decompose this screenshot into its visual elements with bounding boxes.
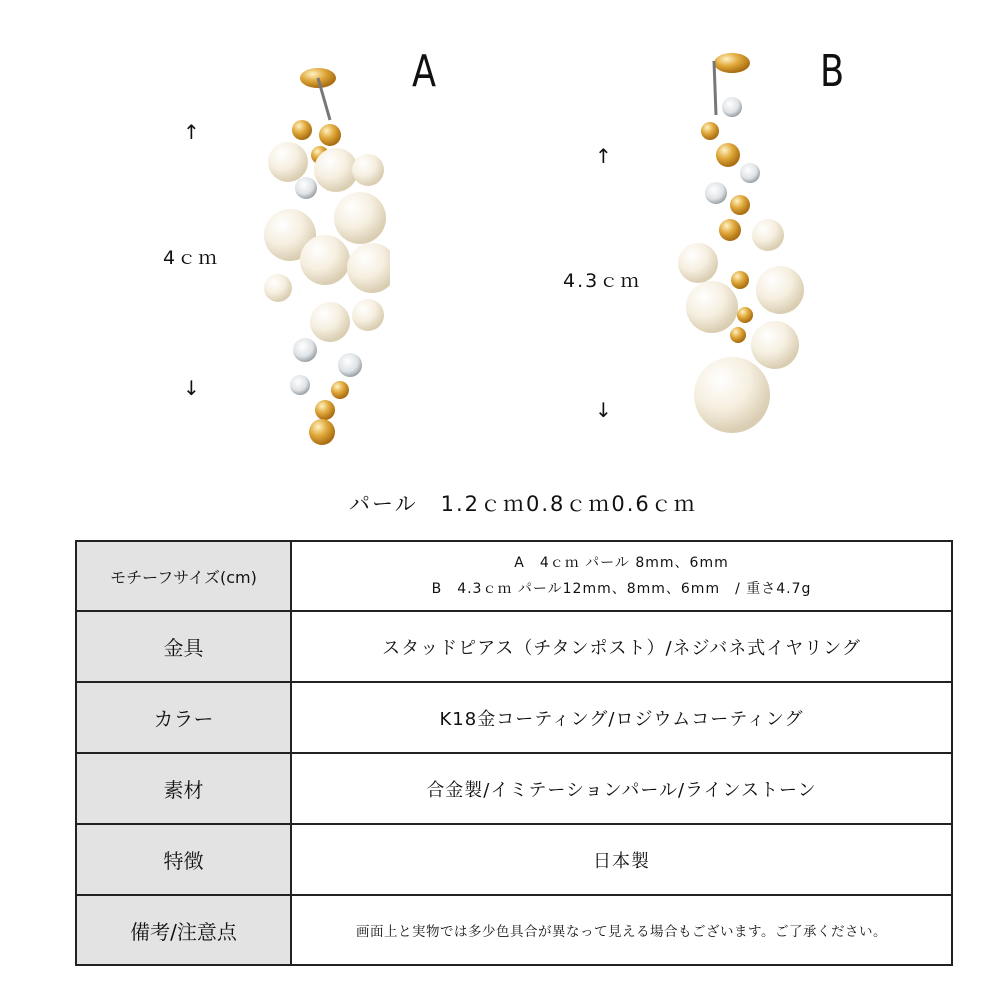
spec-table xyxy=(75,540,953,966)
spec-row-notes xyxy=(76,895,952,965)
spec-label-motif-size: モチーフサイズ(cm) xyxy=(76,541,291,611)
spec-label-color: カラー xyxy=(76,682,291,753)
spec-row-motif-size xyxy=(76,541,952,611)
earring-a-arrow-up: ↑ xyxy=(183,120,200,144)
spec-row-features xyxy=(76,824,952,895)
earring-b-image xyxy=(670,45,820,455)
spec-value-fittings: スタッドピアス（チタンポスト）/ネジバネ式イヤリング xyxy=(291,611,952,682)
spec-label-features: 特徴 xyxy=(76,824,291,895)
spec-value-features: 日本製 xyxy=(291,824,952,895)
earring-a-letter: A xyxy=(412,46,437,97)
earring-b-arrow-down: ↓ xyxy=(595,398,612,422)
spec-value-motif-size-a: A 4ｃｍ パール 8mm、6mm xyxy=(514,555,729,571)
spec-value-material: 合金製/イミテーションパール/ラインストーン xyxy=(291,753,952,824)
spec-value-motif-size-b: B 4.3ｃｍ パール12mm、8mm、6mm / 重さ4.7g xyxy=(431,581,812,597)
pearl-sizes: パール 1.2ｃｍ0.8ｃｍ0.6ｃｍ xyxy=(349,492,697,516)
spec-value-motif-size xyxy=(291,541,952,611)
spec-row-fittings xyxy=(76,611,952,682)
spec-row-material xyxy=(76,753,952,824)
earring-a-arrow-down: ↓ xyxy=(183,376,200,400)
earring-a-image xyxy=(250,60,390,470)
spec-label-material: 素材 xyxy=(76,753,291,824)
spec-value-color: K18金コーティング/ロジウムコーティング xyxy=(291,682,952,753)
spec-row-color xyxy=(76,682,952,753)
earring-b-size: 4.3ｃｍ xyxy=(563,270,642,292)
earring-a-size: 4ｃｍ xyxy=(163,247,220,269)
spec-label-notes: 備考/注意点 xyxy=(76,895,291,965)
earring-b-arrow-up: ↑ xyxy=(595,144,612,168)
spec-label-fittings: 金具 xyxy=(76,611,291,682)
spec-value-notes: 画面上と実物では多少色具合が異なって見える場合もございます。ご了承ください。 xyxy=(291,895,952,965)
earring-b-letter: B xyxy=(820,46,845,97)
